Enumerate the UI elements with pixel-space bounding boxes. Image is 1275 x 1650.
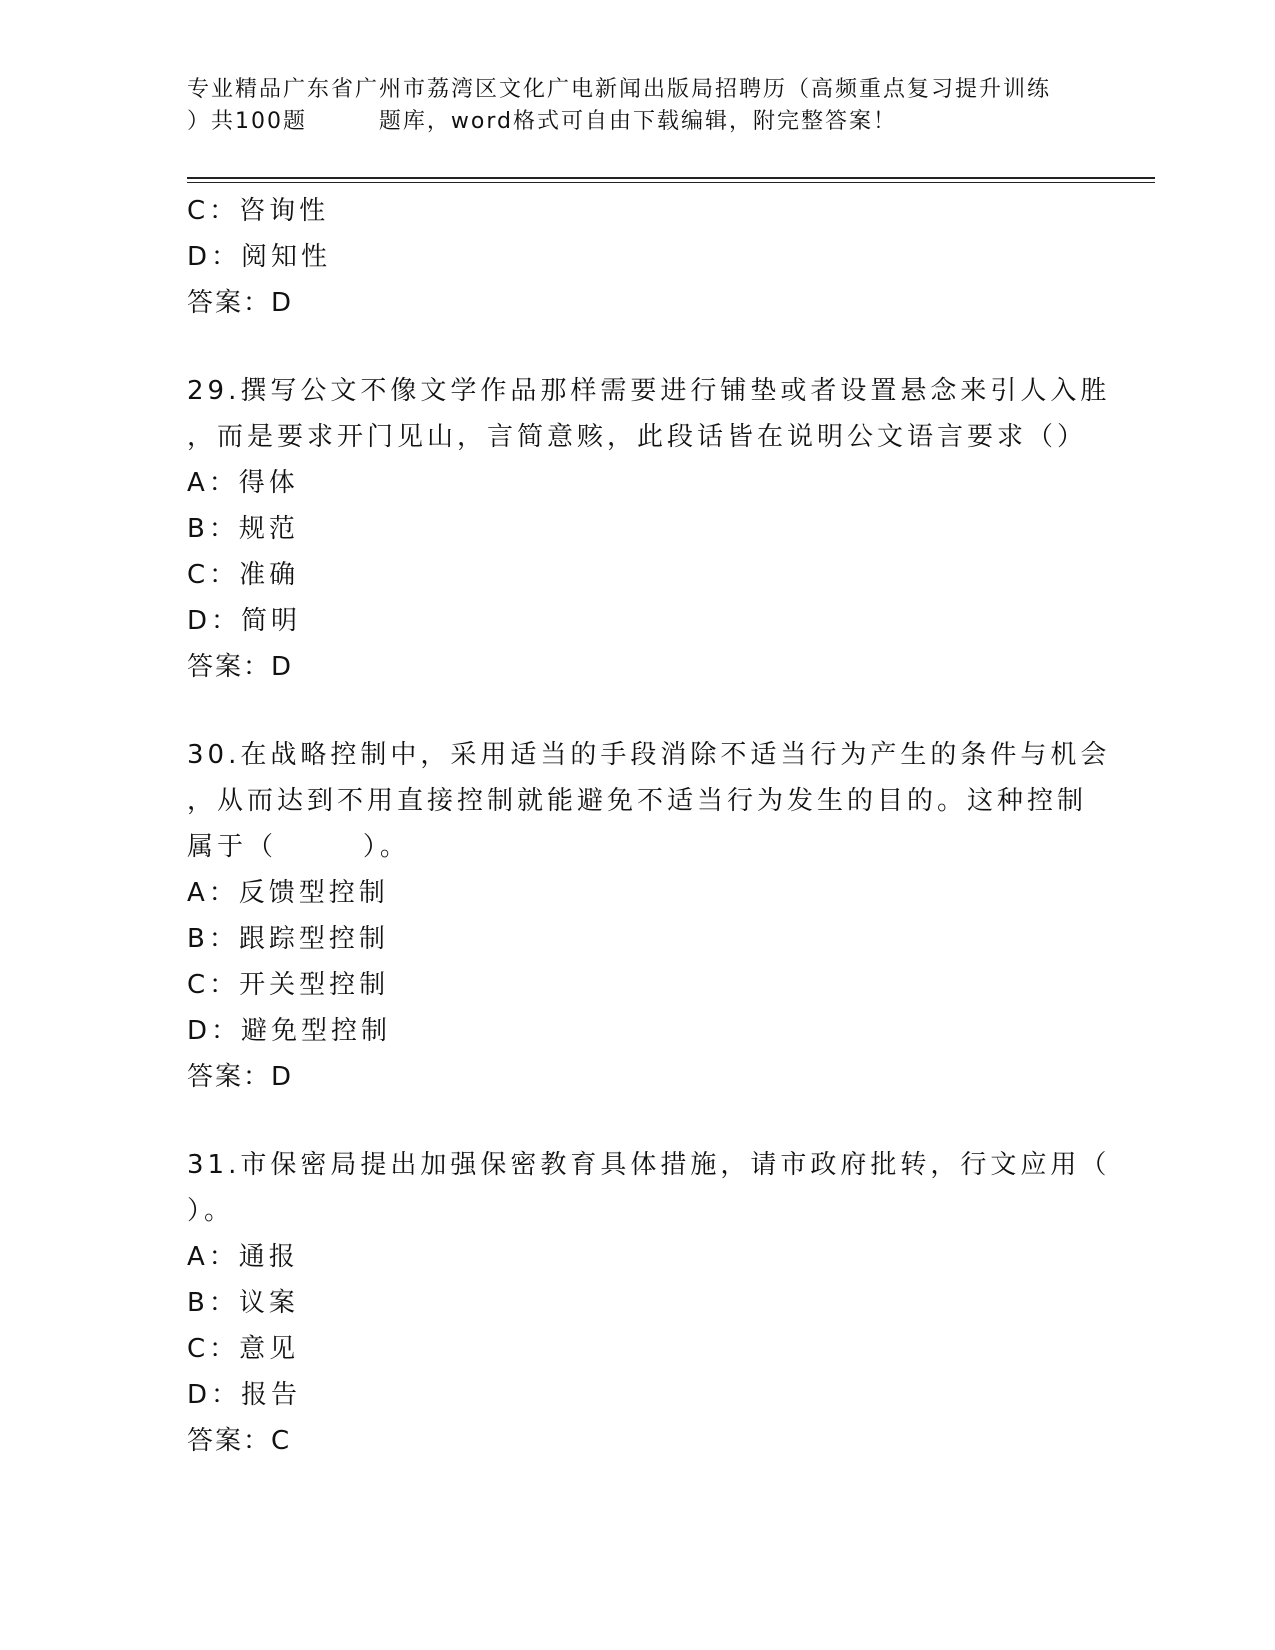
option-d: D：报告 [187,1380,302,1410]
header-line-2: ）共100题 题库，word格式可自由下载编辑，附完整答案！ [187,109,898,134]
question-text-line: 31.市保密局提出加强保密教育具体措施，请市政府批转，行文应用（ [187,1150,1111,1180]
question-text-line: 30.在战略控制中，采用适当的手段消除不适当行为产生的条件与机会 [187,740,1111,770]
option-b: B：规范 [187,514,299,544]
option-c: C：意见 [187,1334,300,1364]
option-c: C：准确 [187,560,300,590]
question-text-line: 29.撰写公文不像文学作品那样需要进行铺垫或者设置悬念来引人入胜 [187,376,1111,406]
option-c: C：开关型控制 [187,970,390,1000]
question-30 [187,732,1111,1100]
header-divider [187,177,1155,179]
question-29 [187,368,1111,690]
question-text-line: ，而是要求开门见山，言简意赅，此段话皆在说明公文语言要求（） [187,422,1088,452]
option-b: B：跟踪型控制 [187,924,389,954]
header-line-1: 专业精品广东省广州市荔湾区文化广电新闻出版局招聘历（高频重点复习提升训练 [187,77,1052,102]
answer: 答案：C [187,1426,292,1456]
question-tail-28 [187,188,1087,326]
option-a: A：反馈型控制 [187,878,389,908]
option-d: D：简明 [187,606,302,636]
option-d: D：阅知性 [187,242,332,272]
document-body [187,188,1111,1464]
option-b: B：议案 [187,1288,299,1318]
option-c: C：咨询性 [187,196,330,226]
question-text-line: ，从而达到不用直接控制就能避免不适当行为发生的目的。这种控制 [187,786,1088,816]
answer: 答案：D [187,652,294,682]
answer: 答案：D [187,1062,294,1092]
option-a: A：通报 [187,1242,299,1272]
question-text-line: ）。 [187,1196,235,1226]
answer: 答案：D [187,288,294,318]
document-header [187,74,1087,138]
question-text-line: 属于（ ）。 [187,832,410,862]
option-a: A：得体 [187,468,299,498]
option-d: D：避免型控制 [187,1016,392,1046]
header-divider-thin [187,182,1155,183]
question-31 [187,1142,1111,1464]
